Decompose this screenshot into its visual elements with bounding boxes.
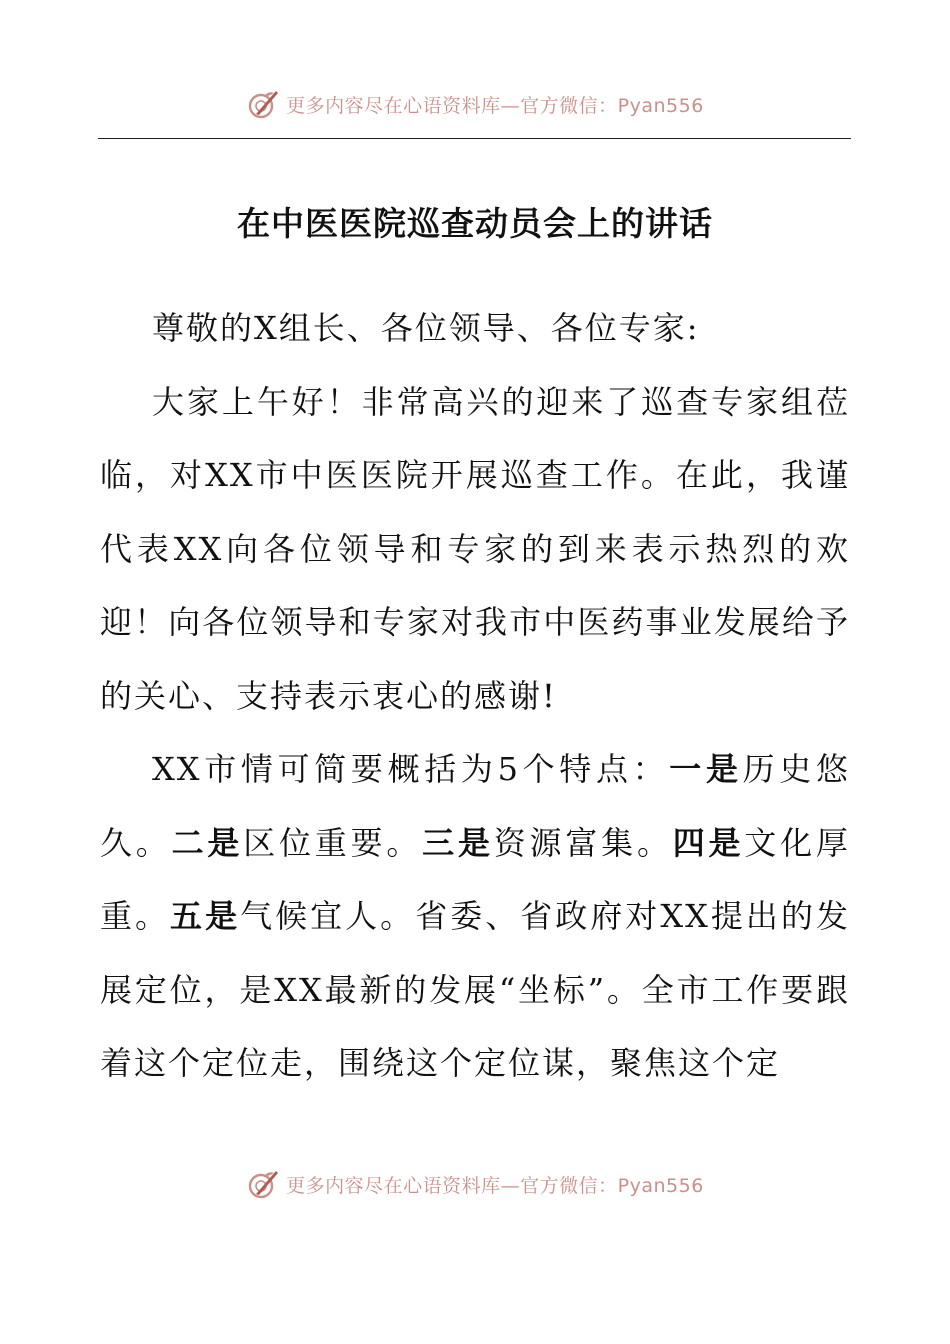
watermark-text [286,1171,704,1198]
watermark-text [286,91,704,118]
features-intro: XX市情可简要概括为5个特点： [152,750,670,788]
salutation: 尊敬的X组长、各位领导、各位专家: [152,309,700,347]
feature-second: 区位重要。 [243,823,423,862]
watermark-footer [0,1164,950,1204]
watermark-label: 更多内容尽在心语资料库—官方微信： [286,94,618,117]
quill-logo-icon [246,87,280,121]
keyword-third: 三是 [422,823,494,862]
document-title: 在中医医院巡查动员会上的讲话 [237,204,713,243]
keyword-fifth: 五是 [170,897,241,935]
keyword-fourth: 四是 [672,823,745,862]
feature-third: 资源富集。 [493,823,673,862]
watermark-header [0,84,950,124]
watermark-wechat-id: Pyan556 [617,94,704,117]
paragraph-greeting: 大家上午好！非常高兴的迎来了巡查专家组莅临，对XX市中医医院开展巡查工作。在此，我谨代表XX向各位领导和专家的到来表示热烈的欢迎！向各位领导和专家对我市中医药事业发展给予的关心、支持表示衷心的感谢! [100,382,850,715]
feature-fifth: 气候宜人。省委、省政府对XX提出的发展定位，是XX最新的发展“坐标”。全市工作要跟着这个定位走，围绕这个定位谋，聚焦这个定 [100,897,850,1082]
feature-fourth: 文化厚重。 [100,823,850,935]
feature-first: 历史悠久。 [100,750,850,862]
header-rule [98,138,851,139]
paragraph-city-features [100,733,850,1101]
keyword-second: 二是 [171,823,244,862]
watermark-label: 更多内容尽在心语资料库—官方微信： [286,1174,618,1197]
quill-logo-icon [246,1167,280,1201]
watermark-wechat-id: Pyan556 [617,1174,704,1197]
document-body [100,292,850,1101]
keyword-first: 一是 [669,750,743,788]
